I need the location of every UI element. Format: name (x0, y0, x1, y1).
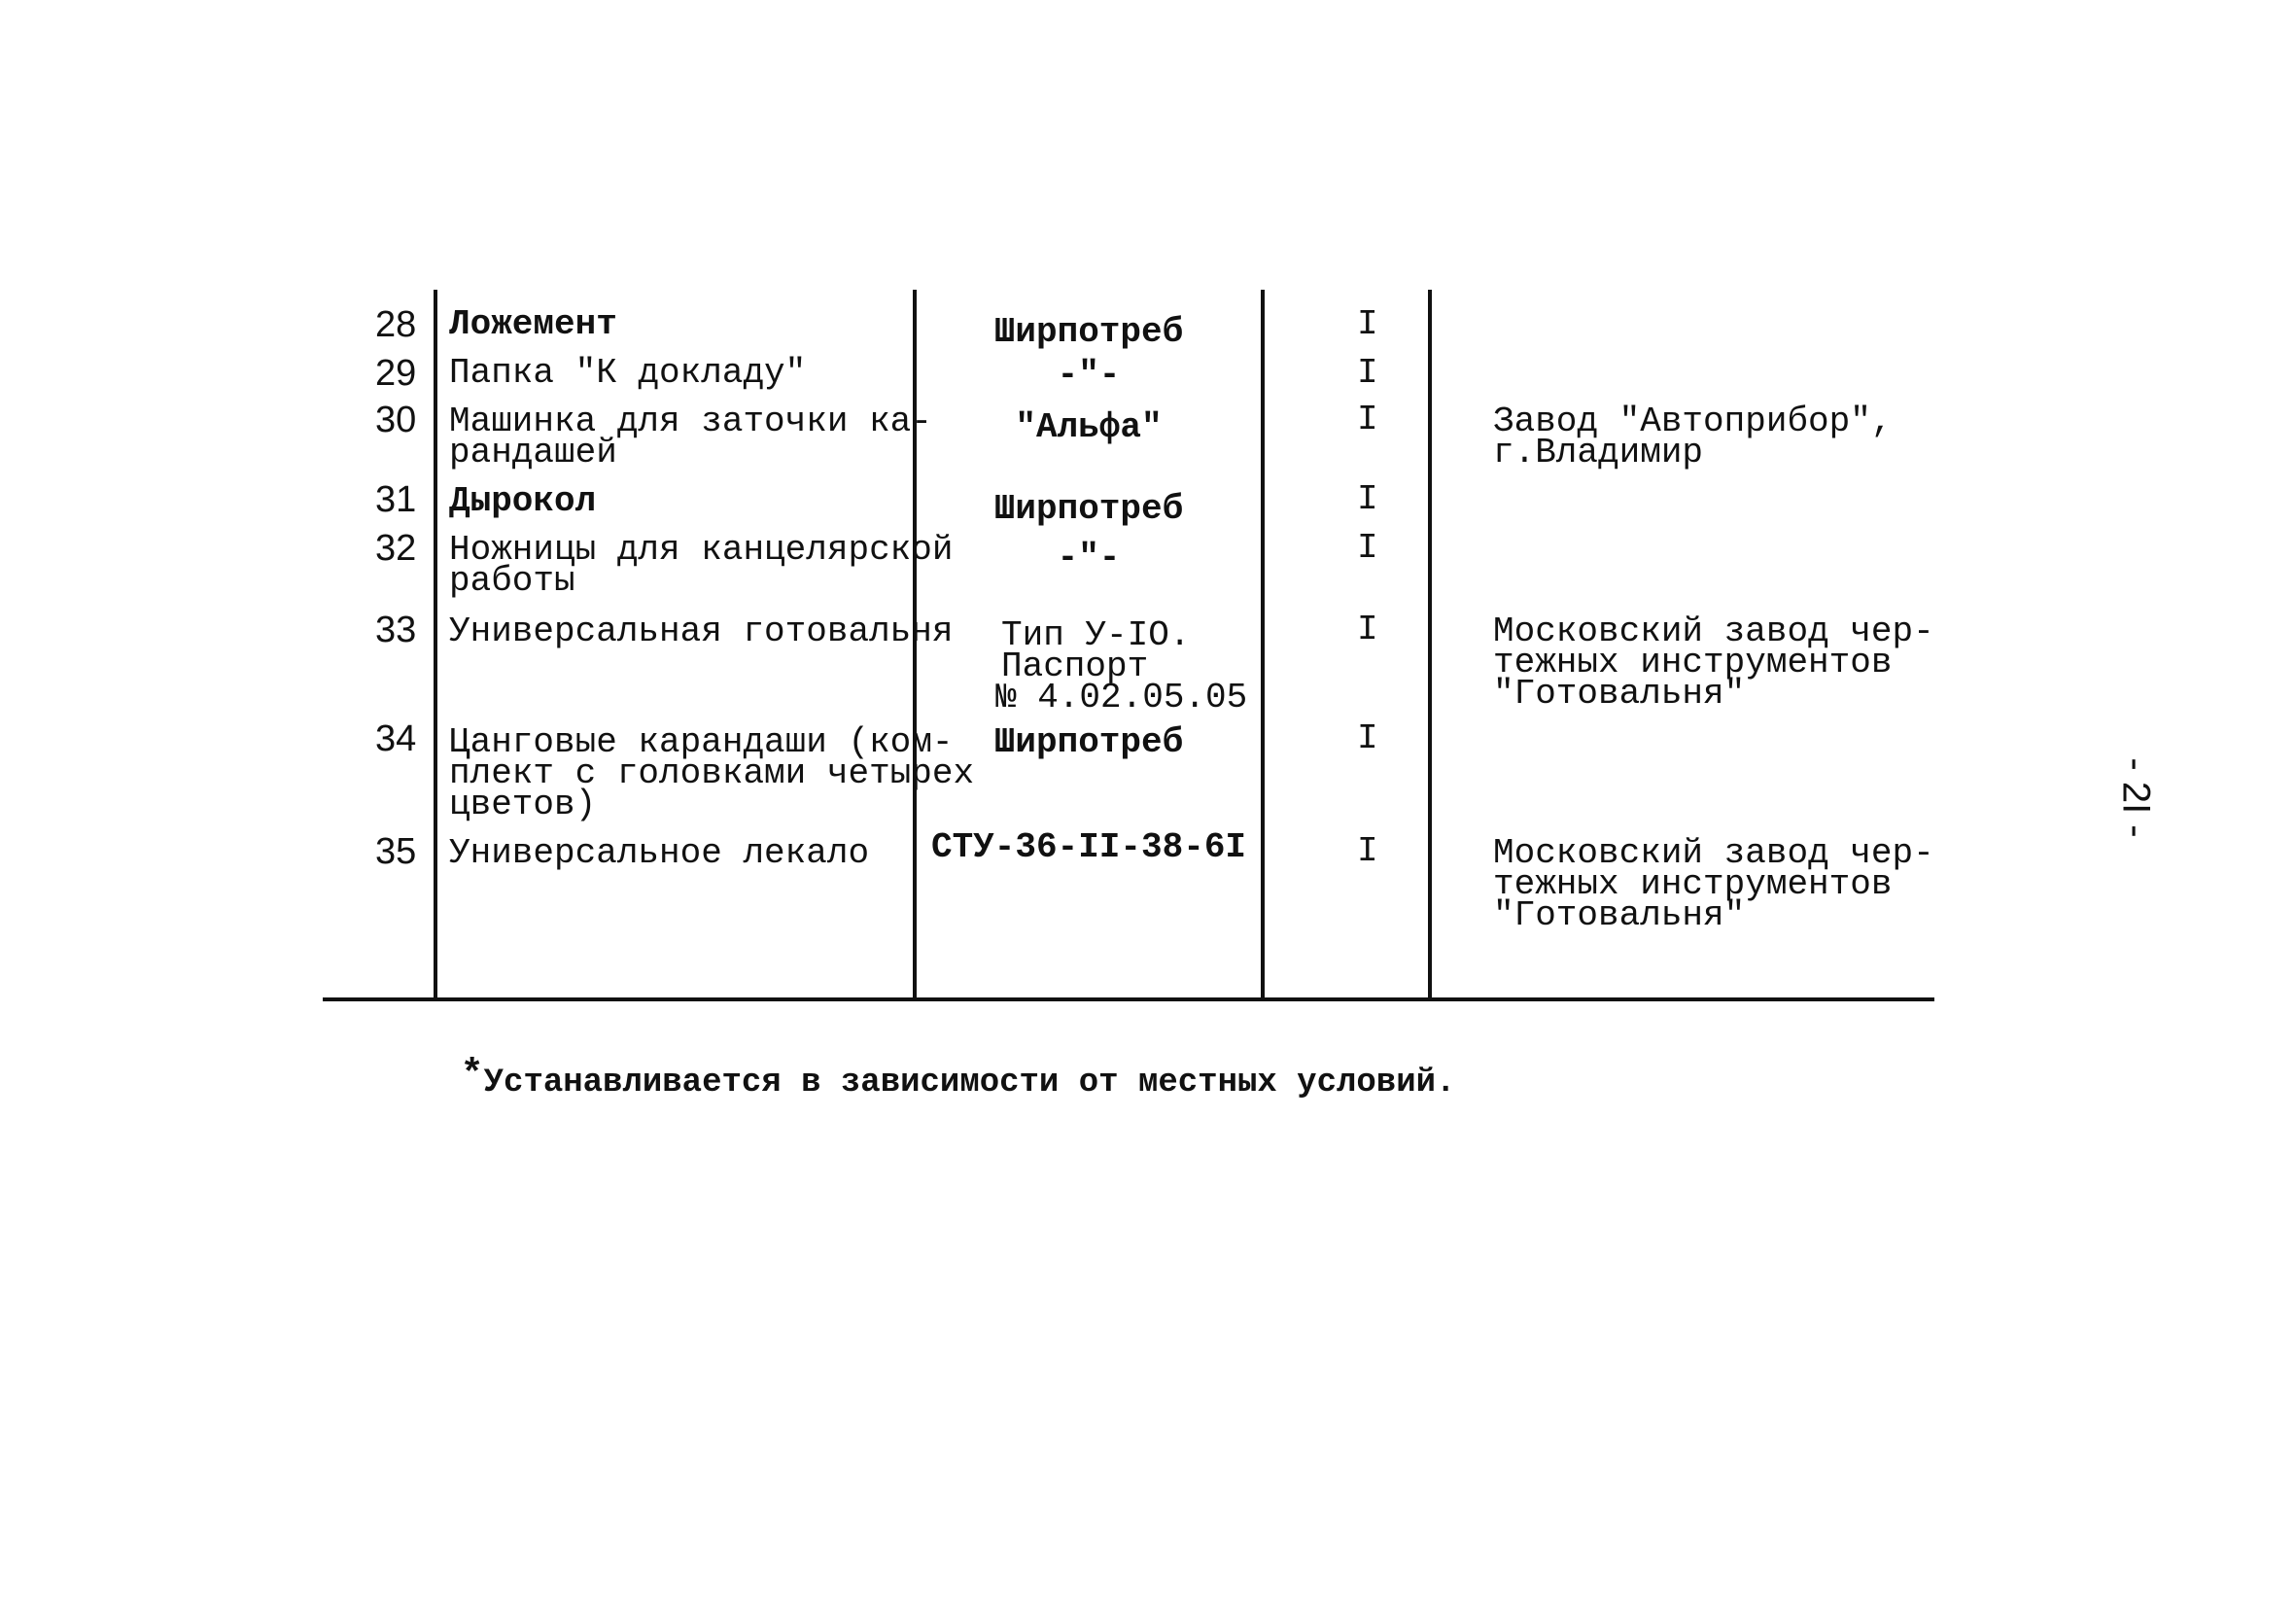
item-qty: I (1357, 718, 1378, 758)
item-qty: I (1357, 353, 1378, 393)
item-qty: I (1357, 304, 1378, 344)
item-qty: I (1357, 400, 1378, 439)
item-maker: "Готовальня" (1493, 895, 1746, 935)
row-number: 32 (375, 528, 417, 569)
row-number: 29 (375, 353, 417, 394)
item-spec: -"- (1057, 538, 1121, 577)
item-name: рандашей (449, 433, 617, 472)
table-bottom-rule (323, 997, 1934, 1001)
item-spec: Ширпотреб (993, 312, 1184, 352)
row-number: 35 (375, 831, 417, 872)
footnote (381, 1017, 1455, 1138)
page-number: - 2I - (2114, 757, 2158, 838)
item-name: Дырокол (449, 481, 597, 521)
item-name: Цанговые карандаши (ком- (449, 722, 954, 762)
item-name: Универсальная готовальня (449, 612, 954, 651)
row-number: 34 (375, 718, 417, 759)
item-name: Ножницы для канцелярской (449, 530, 954, 570)
item-maker: "Готовальня" (1493, 674, 1746, 714)
item-qty: I (1357, 528, 1378, 568)
item-maker: тежных инструментов (1493, 643, 1893, 682)
item-spec: "Альфа" (1015, 407, 1163, 447)
item-spec: Ширпотреб (993, 489, 1184, 529)
item-qty: I (1357, 831, 1378, 871)
row-number: 28 (375, 304, 417, 345)
item-maker: тежных инструментов (1493, 864, 1893, 904)
row-number: 30 (375, 400, 417, 440)
item-maker: Московский завод чер- (1493, 612, 1934, 651)
item-spec: Тип У-IO. (1001, 615, 1191, 655)
item-spec: -"- (1057, 355, 1121, 395)
item-spec: Ширпотреб (993, 722, 1184, 762)
item-name: Папка "К докладу" (449, 353, 807, 393)
item-name: Ложемент (449, 304, 617, 344)
item-maker: Завод "Автоприбор", (1493, 402, 1893, 441)
footnote-text: Устанавливается в зависимости от местных условий. (483, 1065, 1456, 1101)
row-number: 31 (375, 479, 417, 520)
column-divider-num (434, 290, 437, 1001)
item-maker: Московский завод чер- (1493, 833, 1934, 873)
item-qty: I (1357, 610, 1378, 649)
item-name: работы (449, 561, 575, 601)
item-name: плект с головками четырех (449, 753, 975, 793)
item-name: цветов) (449, 785, 597, 824)
column-divider-qty (1428, 290, 1432, 1001)
row-number: 33 (375, 610, 417, 650)
item-spec: № 4.02.05.05 (995, 678, 1248, 717)
item-name: Универсальное лекало (449, 833, 870, 873)
item-name: Машинка для заточки ка- (449, 402, 932, 441)
footnote-marker: * (460, 1054, 484, 1098)
column-divider-spec (1261, 290, 1265, 1001)
item-qty: I (1357, 479, 1378, 519)
item-spec: Паспорт (1001, 647, 1149, 686)
item-spec: СТУ-36-II-38-6I (930, 827, 1247, 867)
item-maker: г.Владимир (1493, 433, 1704, 472)
